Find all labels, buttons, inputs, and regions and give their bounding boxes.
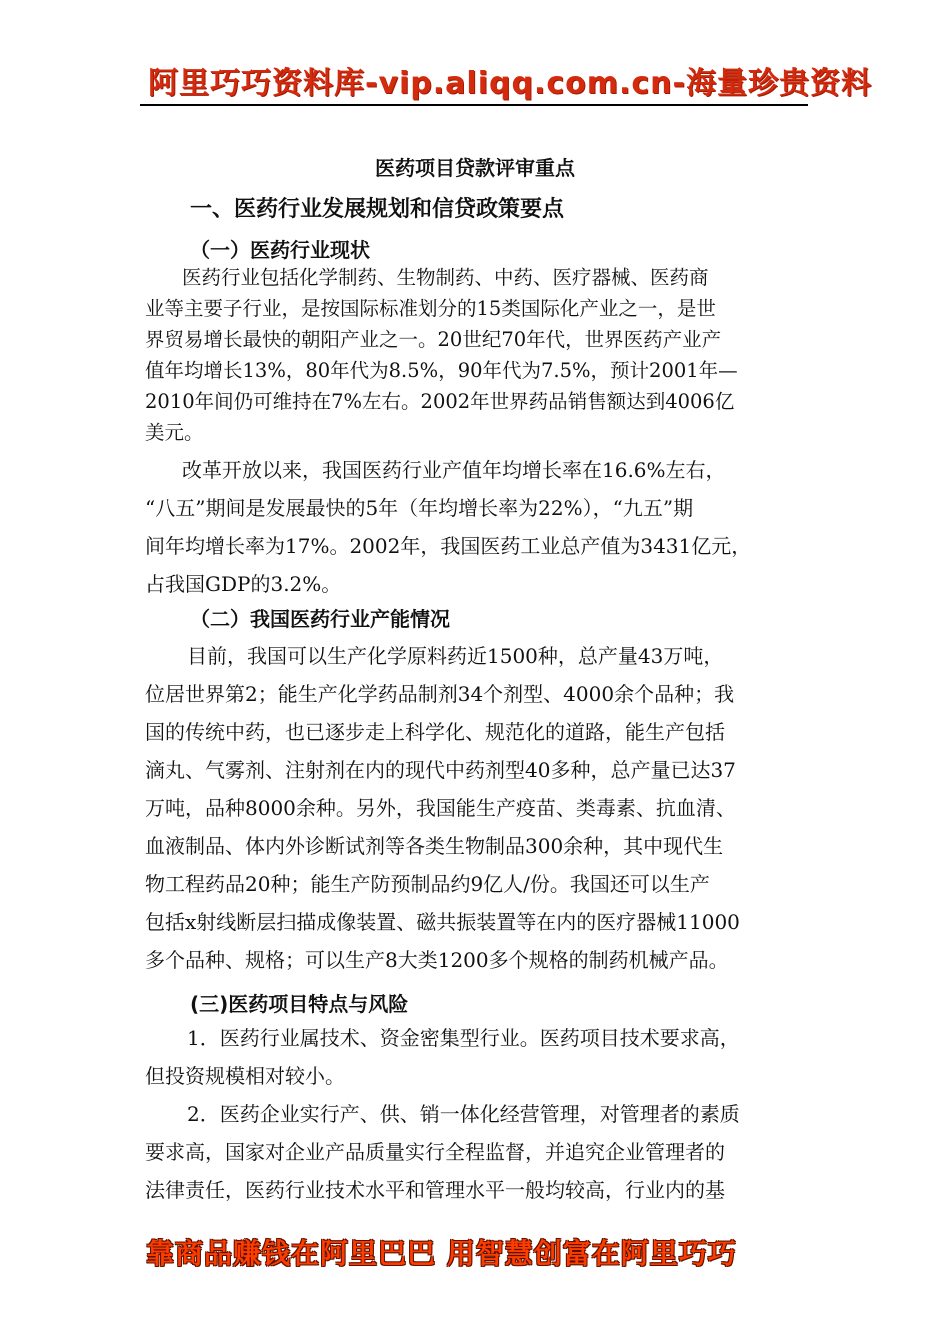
- paragraph-line: 界贸易增长最快的朝阳产业之一。20世纪70年代，世界医药产业产: [145, 328, 722, 351]
- paragraph-line: 要求高，国家对企业产品质量实行全程监督，并追究企业管理者的: [145, 1140, 725, 1164]
- paragraph-line: 位居世界第2；能生产化学药品制剂34个剂型、4000余个品种；我: [145, 682, 735, 706]
- paragraph-line: 1．医药行业属技术、资金密集型行业。医药项目技术要求高，: [187, 1026, 740, 1050]
- paragraph-industry-status: [145, 262, 813, 448]
- paragraph-china-growth: [145, 451, 813, 603]
- paragraph-line: 间年均增长率为17%。2002年，我国医药工业总产值为3431亿元，: [145, 534, 752, 558]
- paragraph-line: 国的传统中药，也已逐步走上科学化、规范化的道路，能生产包括: [145, 720, 725, 744]
- footer-banner: 靠商品赚钱在阿里巴巴 用智慧创富在阿里巧巧: [146, 1237, 737, 1270]
- paragraph-capacity: [145, 637, 813, 979]
- paragraph-line: 改革开放以来，我国医药行业产值年均增长率在16.6%左右，: [182, 458, 726, 482]
- paragraph-line: 多个品种、规格；可以生产8大类1200多个规格的制药机械产品。: [145, 948, 729, 972]
- paragraph-line: 滴丸、气雾剂、注射剂在内的现代中药剂型40多种，总产量已达37: [145, 758, 736, 782]
- paragraph-features-2: [145, 1095, 813, 1209]
- paragraph-line: 医药行业包括化学制药、生物制药、中药、医疗器械、医药商: [182, 266, 709, 289]
- paragraph-line: 但投资规模相对较小。: [145, 1064, 345, 1088]
- paragraph-line: 值年均增长13%，80年代为8.5%，90年代为7.5%，预计2001年—: [145, 359, 738, 382]
- paragraph-line: 包括x射线断层扫描成像装置、磁共振装置等在内的医疗器械11000: [145, 910, 740, 934]
- paragraph-line: 业等主要子行业，是按国际标准划分的15类国际化产业之一，是世: [145, 297, 716, 320]
- paragraph-line: 法律责任，医药行业技术水平和管理水平一般均较高，行业内的基: [145, 1178, 725, 1202]
- paragraph-line: 目前，我国可以生产化学原料药近1500种，总产量43万吨，: [187, 644, 724, 668]
- paragraph-line: 万吨，品种8000余种。另外，我国能生产疫苗、类毒素、抗血清、: [145, 796, 736, 820]
- paragraph-line: 2．医药企业实行产、供、销一体化经营管理，对管理者的素质: [187, 1102, 740, 1126]
- subsection-heading-3: (三)医药项目特点与风险: [190, 992, 409, 1016]
- header-banner: 阿里巧巧资料库-vip.aliqq.com.cn-海量珍贵资料: [148, 66, 872, 101]
- subsection-heading-1: （一）医药行业现状: [190, 238, 370, 262]
- paragraph-line: 物工程药品20种；能生产防预制品约9亿人/份。我国还可以生产: [145, 872, 710, 896]
- paragraph-features-1: [145, 1019, 813, 1095]
- section-heading-1: 一、医药行业发展规划和信贷政策要点: [190, 197, 565, 222]
- paragraph-line: 2010年间仍可维持在7%左右。2002年世界药品销售额达到4006亿: [145, 390, 735, 413]
- paragraph-line: “八五”期间是发展最快的5年（年均增长率为22%），“九五”期: [145, 496, 694, 520]
- paragraph-line: 血液制品、体内外诊断试剂等各类生物制品300余种，其中现代生: [145, 834, 724, 858]
- subsection-heading-2: （二）我国医药行业产能情况: [190, 607, 450, 631]
- header-rule: [140, 104, 808, 106]
- document-title: 医药项目贷款评审重点: [375, 156, 575, 180]
- paragraph-line: 占我国GDP的3.2%。: [145, 572, 342, 596]
- paragraph-line: 美元。: [145, 421, 204, 444]
